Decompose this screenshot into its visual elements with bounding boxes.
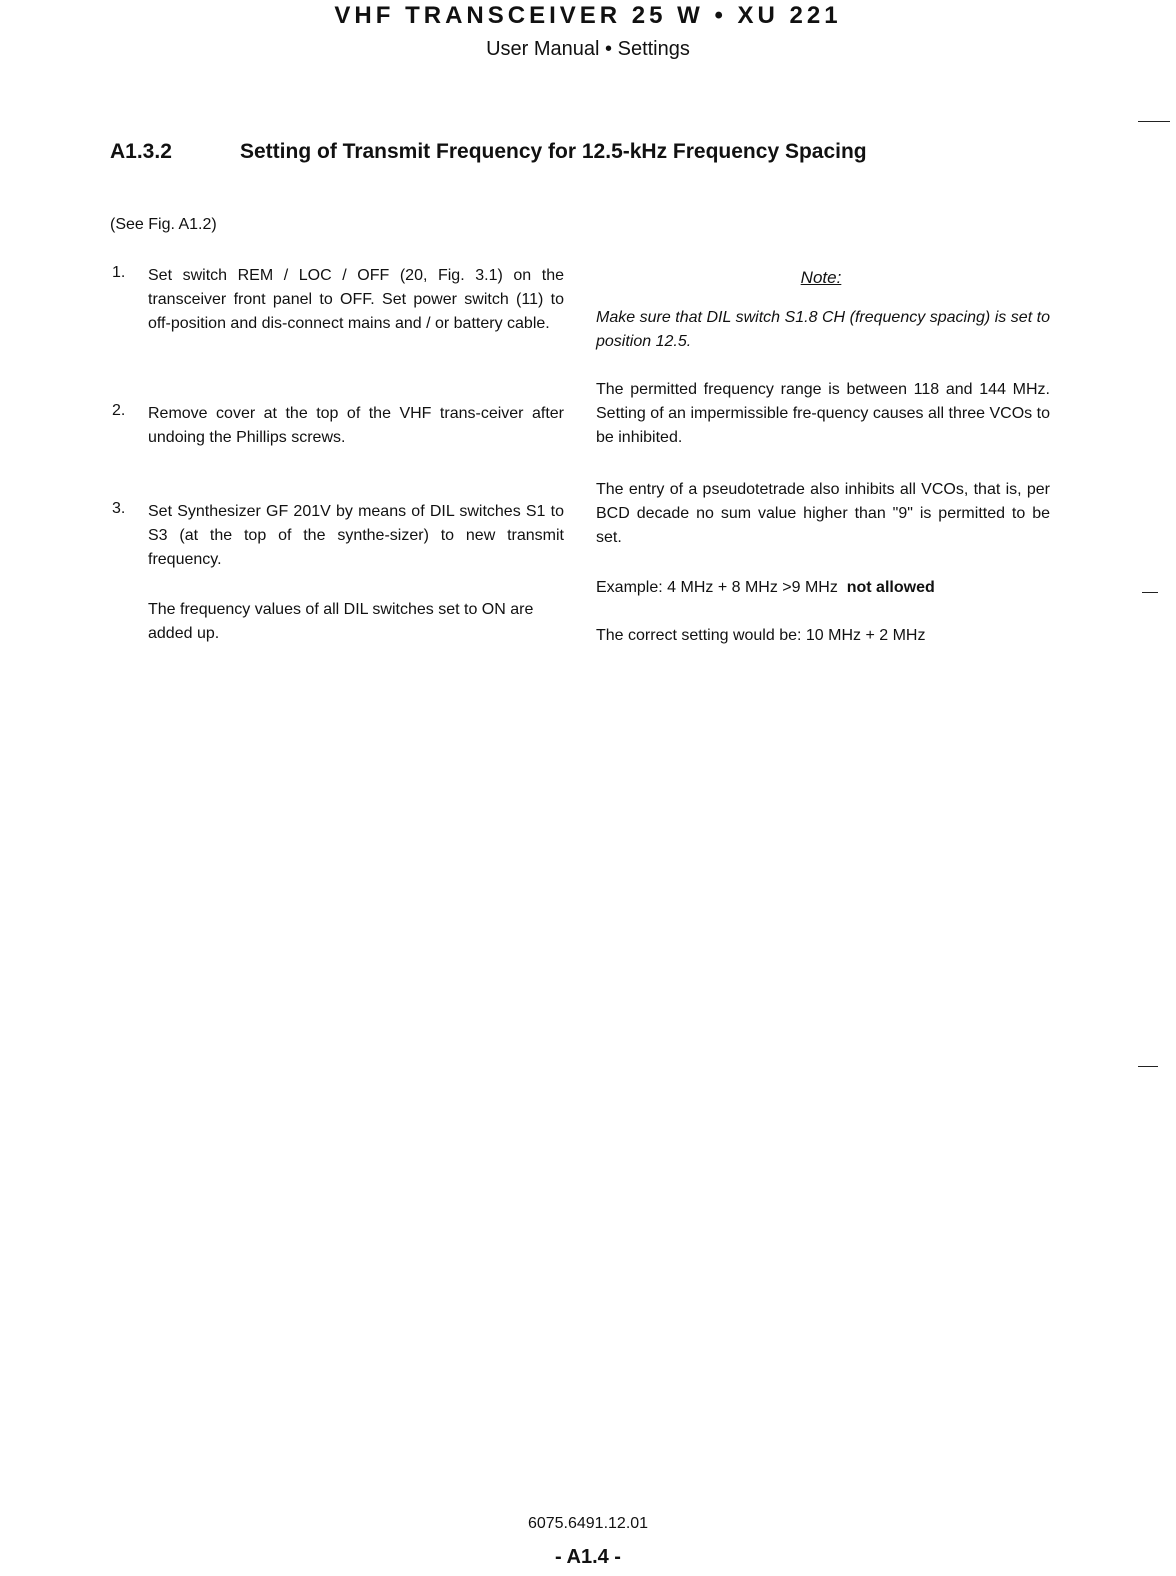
- note-frequency-range: The permitted frequency range is between 118 and 144 MHz. Setting of an impermissible fre-quency causes all three VCOs to be inhibited.: [596, 381, 1050, 446]
- margin-mark: [1142, 592, 1158, 593]
- document-subtitle: User Manual • Settings: [486, 38, 690, 60]
- margin-mark: [1138, 1066, 1158, 1067]
- step-2-number: 2.: [112, 402, 126, 419]
- section-number: A1.3.2: [110, 140, 172, 163]
- margin-mark: [1138, 121, 1170, 122]
- note-example: [596, 576, 1056, 600]
- figure-reference: (See Fig. A1.2): [110, 216, 217, 233]
- step-2-text: Remove cover at the top of the VHF trans-ceiver after undoing the Phillips screws.: [148, 405, 564, 446]
- document-code: 6075.6491.12.01: [527, 1515, 649, 1532]
- note-correct-setting: The correct setting would be: 10 MHz + 2 MHz: [596, 627, 926, 644]
- step-3-text: Set Synthesizer GF 201V by means of DIL switches S1 to S3 (at the top of the synthe-sizer) to new transmit frequency.: [148, 503, 564, 568]
- document-title: VHF TRANSCEIVER 25 W • XU 221: [334, 2, 842, 29]
- page-number: - A1.4 -: [555, 1546, 621, 1568]
- step-3-followup: The frequency values of all DIL switches set to ON are added up.: [148, 601, 534, 642]
- step-3-number: 3.: [112, 500, 126, 517]
- note-pseudotetrade: The entry of a pseudotetrade also inhibits all VCOs, that is, per BCD decade no sum value higher than "9" is permitted to be set.: [596, 481, 1050, 546]
- note-frequency-spacing: Make sure that DIL switch S1.8 CH (frequency spacing) is set to position 12.5.: [596, 309, 1050, 350]
- example-verdict: not allowed: [846, 579, 935, 596]
- step-1-number: 1.: [112, 264, 126, 281]
- step-1-text: Set switch REM / LOC / OFF (20, Fig. 3.1) on the transceiver front panel to OFF. Set power switch (11) to off-position and dis-connect mains and / or battery cable.: [148, 267, 564, 332]
- note-heading: Note:: [800, 268, 842, 287]
- section-title: Setting of Transmit Frequency for 12.5-kHz Frequency Spacing: [240, 140, 867, 163]
- example-label: Example: 4 MHz + 8 MHz >9 MHz: [596, 579, 838, 596]
